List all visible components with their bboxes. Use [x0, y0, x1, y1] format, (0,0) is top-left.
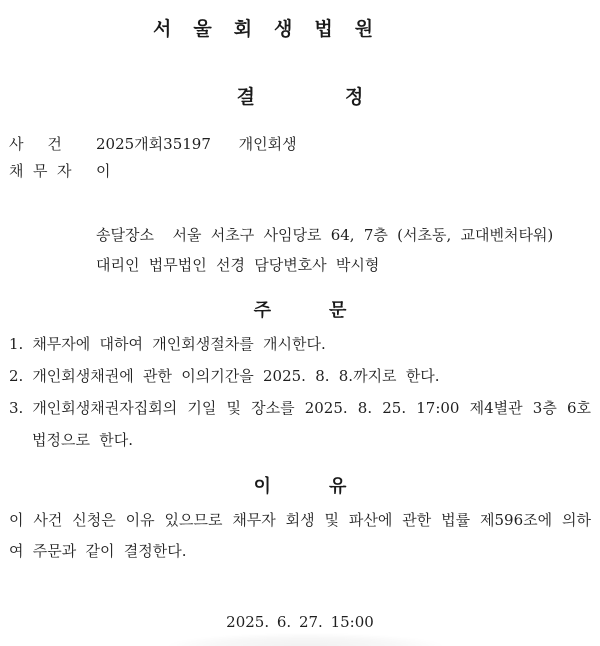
- order-items-list: [9, 328, 591, 456]
- order-item-1-number: 1.: [9, 335, 24, 353]
- order-item-2-number: 2.: [9, 367, 24, 385]
- reasons-section-heading: 이유: [253, 476, 405, 497]
- order-item-3: [9, 392, 591, 456]
- stamp-shadow-artifact: [168, 633, 443, 646]
- order-item-1: [9, 328, 591, 360]
- case-number-label: 사 건: [9, 135, 62, 153]
- order-item-2-text: 개인회생채권에 관한 이의기간을 2025. 8. 8.까지로 한다.: [32, 367, 440, 385]
- case-number-row: [9, 131, 591, 158]
- court-name-title: 서울회생법원: [153, 18, 396, 40]
- order-section-heading: 주문: [253, 300, 405, 321]
- attorney-line: 대리인 법무법인 선경 담당변호사 박시형: [96, 256, 380, 274]
- debtor-label: 채 무 자: [9, 162, 72, 180]
- order-item-3-number: 3.: [9, 399, 24, 417]
- debtor-name-value: 이: [96, 162, 111, 180]
- order-item-1-text: 채무자에 대하여 개인회생절차를 개시한다.: [32, 335, 326, 353]
- debtor-row: [9, 158, 591, 185]
- order-item-3-text: 개인회생채권자집회의 기일 및 장소를 2025. 8. 25. 17:00 제4별관 3층 6호 법정으로 한다.: [32, 399, 591, 449]
- case-info-section: [9, 131, 591, 185]
- order-item-2: [9, 360, 591, 392]
- service-address-line: 송달장소 서울 서초구 사임당로 64, 7층 (서초동, 교대벤처타워): [96, 226, 554, 244]
- party-details-section: [96, 220, 591, 280]
- reasons-text: 이 사건 신청은 이유 있으므로 채무자 회생 및 파산에 관한 법률 제596조에 의하여 주문과 같이 결정한다.: [9, 511, 591, 560]
- decision-datetime: 2025. 6. 27. 15:00: [226, 613, 374, 631]
- document-type-title: 결정: [236, 86, 454, 108]
- case-number-value: 2025개회35197 개인회생: [96, 135, 297, 153]
